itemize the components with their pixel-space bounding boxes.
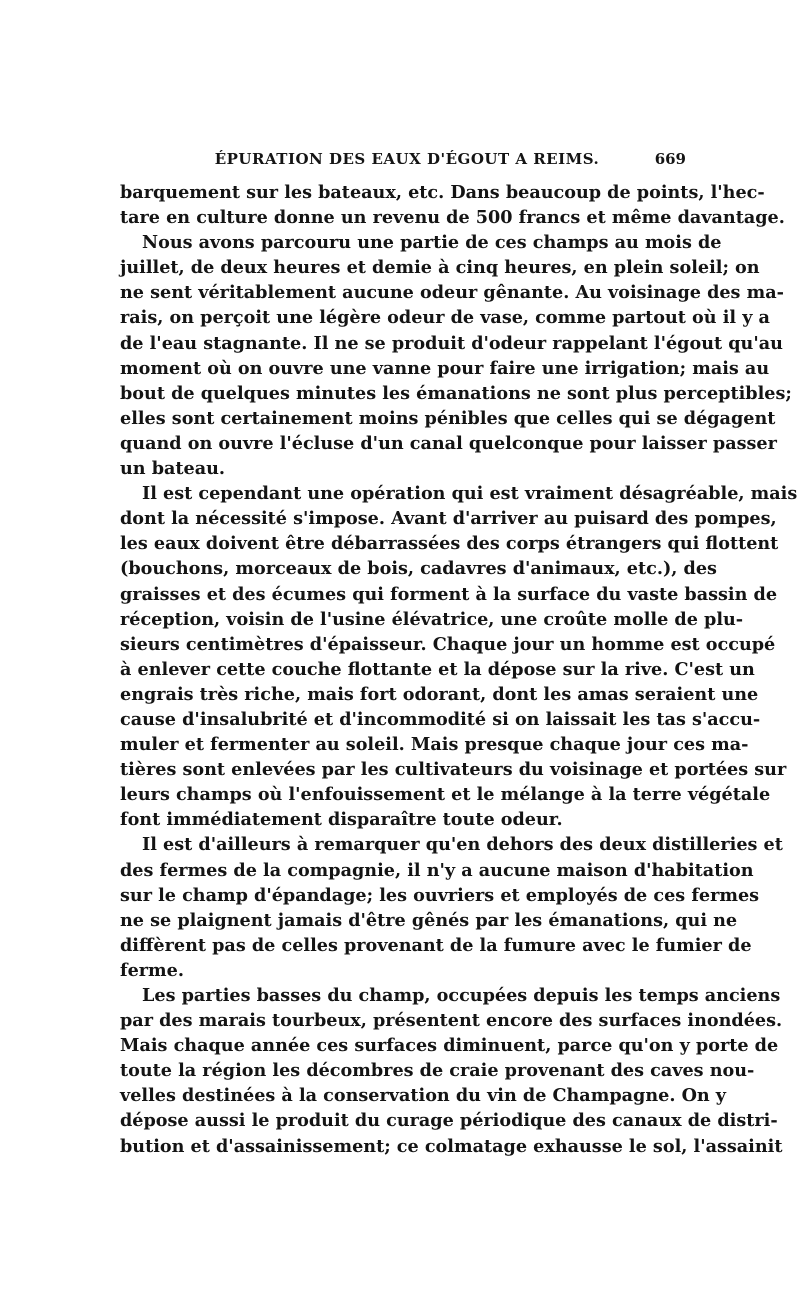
text-line: toute la région les décombres de craie provenant des caves nou- — [120, 1060, 755, 1082]
text-line: juillet, de deux heures et demie à cinq heures, en plein soleil; on — [120, 257, 760, 279]
text-line: par des marais tourbeux, présentent encore des surfaces inondées. — [120, 1010, 783, 1032]
body-text — [120, 180, 798, 1159]
text-line: engrais très riche, mais fort odorant, dont les amas seraient une — [120, 683, 759, 705]
text-line: à enlever cette couche flottante et la dépose sur la rive. C'est un — [120, 658, 755, 680]
paragraph-low-lands — [120, 983, 783, 1159]
text-line: graisses et des écumes qui forment à la surface du vaste bassin de — [120, 583, 778, 605]
text-line: bution et d'assainissement; ce colmatage exhausse le sol, l'assainit — [120, 1135, 783, 1157]
page-number: 669 — [654, 150, 686, 168]
text-line: ferme. — [120, 959, 184, 981]
text-line: (bouchons, morceaux de bois, cadavres d'animaux, etc.), des — [120, 558, 717, 580]
text-line: barquement sur les bateaux, etc. Dans beaucoup de points, l'hec- — [120, 182, 765, 203]
text-line: tare en culture donne un revenu de 500 francs et même davantage. — [120, 207, 785, 229]
text-line: rais, on perçoit une légère odeur de vase, comme partout où il y a — [120, 307, 770, 329]
text-line: quand on ouvre l'écluse d'un canal quelconque pour laisser passer — [120, 432, 777, 454]
text-line: ne se plaignent jamais d'être gênés par les émanations, qui ne — [120, 909, 738, 931]
paragraph-unpleasant-operation — [120, 481, 798, 832]
text-line: sur le champ d'épandage; les ouvriers et employés de ces fermes — [120, 884, 760, 906]
running-head — [120, 150, 686, 176]
text-line: muler et fermenter au soleil. Mais presque chaque jour ces ma- — [120, 734, 749, 756]
text-line: sieurs centimètres d'épaisseur. Chaque jour un homme est occupé — [120, 633, 776, 655]
text-line: un bateau. — [120, 458, 226, 480]
text-line: bout de quelques minutes les émanations ne sont plus perceptibles; — [120, 382, 792, 404]
text-line: de l'eau stagnante. Il ne se produit d'odeur rappelant l'égout qu'au — [120, 332, 783, 354]
paragraph-continuation — [120, 180, 785, 230]
text-line: Il est d'ailleurs à remarquer qu'en dehors des deux distilleries et — [142, 834, 783, 856]
text-line: font immédiatement disparaître toute odeur. — [120, 809, 563, 831]
text-line: dépose aussi le produit du curage périodique des canaux de distri- — [120, 1110, 778, 1132]
text-line: Mais chaque année ces surfaces diminuent, parce qu'on y porte de — [120, 1035, 779, 1057]
text-line: des fermes de la compagnie, il n'y a aucune maison d'habitation — [120, 859, 754, 881]
text-line: ne sent véritablement aucune odeur gênante. Au voisinage des ma- — [120, 282, 784, 304]
text-line: Nous avons parcouru une partie de ces champs au mois de — [142, 232, 722, 254]
text-line: Il est cependant une opération qui est vraiment désagréable, mais — [142, 483, 798, 505]
text-line: les eaux doivent être débarrassées des corps étrangers qui flottent — [120, 533, 779, 555]
paragraph-fields-visit — [120, 230, 792, 481]
text-line: dont la nécessité s'impose. Avant d'arriver au puisard des pompes, — [120, 508, 777, 530]
text-line: réception, voisin de l'usine élévatrice, une croûte molle de plu- — [120, 608, 744, 630]
text-line: Les parties basses du champ, occupées depuis les temps anciens — [142, 985, 781, 1006]
paragraph-distilleries — [120, 832, 783, 983]
text-line: cause d'insalubrité et d'incommodité si on laissait les tas s'accu- — [120, 708, 761, 730]
running-title: ÉPURATION DES EAUX D'ÉGOUT A REIMS. — [214, 150, 600, 168]
text-line: tières sont enlevées par les cultivateurs du voisinage et portées sur — [120, 759, 787, 781]
text-line: diffèrent pas de celles provenant de la fumure avec le fumier de — [120, 934, 752, 956]
text-line: moment où on ouvre une vanne pour faire une irrigation; mais au — [120, 357, 770, 379]
text-line: leurs champs où l'enfouissement et le mélange à la terre végétale — [120, 784, 771, 806]
text-line: elles sont certainement moins pénibles que celles qui se dégagent — [120, 407, 776, 429]
text-line: velles destinées à la conservation du vin de Champagne. On y — [120, 1085, 727, 1107]
